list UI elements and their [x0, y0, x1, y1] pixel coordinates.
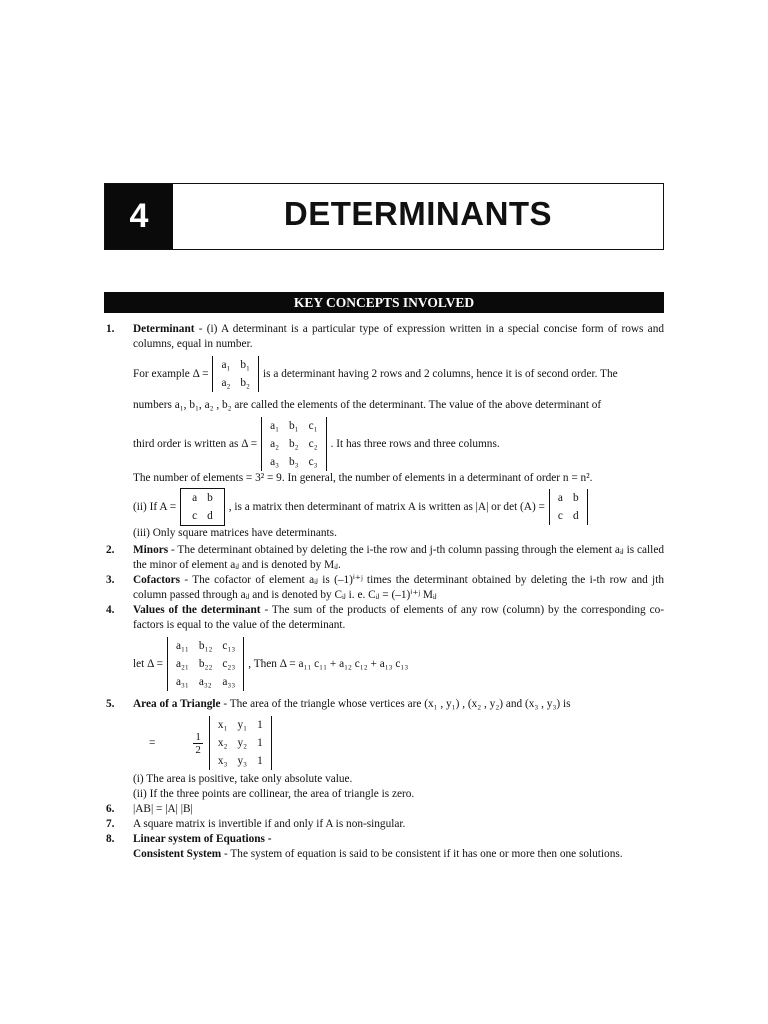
- matrix-cell: a: [192, 492, 198, 504]
- square-note: [104, 526, 664, 541]
- matrix-mid: , is a matrix then determinant of matrix A is written as |A| or det (A) =: [228, 500, 545, 513]
- area-note-ii: [104, 787, 664, 802]
- consistent-system: [104, 847, 664, 862]
- matrix-cell: a₂₁: [175, 658, 189, 670]
- matrix-row: [553, 507, 584, 525]
- matrix-cell: a: [557, 492, 563, 504]
- matrix-cell: b₂: [240, 377, 250, 389]
- matrix-cell: x₁: [217, 719, 228, 731]
- example-suffix: is a determinant having 2 rows and 2 columns, hence it is of second order. The: [263, 367, 618, 380]
- matrix-cell: b₁: [289, 420, 299, 432]
- item-number: 7.: [106, 818, 115, 830]
- matrix-row: [213, 734, 268, 752]
- matrix-cells: [216, 356, 255, 392]
- matrix-row: [216, 374, 255, 392]
- matrix-cell: b₃: [289, 456, 299, 468]
- item-title: Area of a Triangle: [133, 698, 221, 710]
- item-title: Linear system of Equations -: [133, 833, 272, 845]
- section-title: KEY CONCEPTS INVOLVED: [104, 292, 664, 313]
- area-note-i: [104, 772, 664, 787]
- matrix-cell: c₁: [308, 420, 318, 432]
- area-note-i-text: (i) The area is positive, take only absolute value.: [133, 773, 353, 785]
- half-fraction: [193, 731, 203, 756]
- let-suffix: , Then Δ = a₁₁ c₁₁ + a₁₂ c₁₂ + a₁₃ c₁₃: [248, 657, 409, 670]
- example-prefix: For example Δ =: [133, 367, 209, 380]
- item-text: - (i) A determinant is a particular type of expression written in a special concise form of rows and columns, equal in number.: [133, 323, 664, 350]
- matrix-row: [265, 453, 323, 471]
- matrix-cell: 1: [257, 755, 263, 767]
- item-number: 4.: [106, 604, 115, 616]
- matrix-row: [171, 655, 240, 673]
- matrix-cell: 1: [257, 719, 263, 731]
- count-line: [104, 471, 664, 486]
- item-title: Values of the determinant: [133, 604, 261, 616]
- content: [104, 322, 664, 862]
- matrix-cell: b₂₂: [198, 658, 213, 670]
- matrix-row: [171, 673, 240, 691]
- item-product-rule: [104, 802, 664, 817]
- matrix-cell: b₁: [240, 359, 250, 371]
- item-area: [104, 697, 664, 712]
- matrix-cell: c₃: [308, 456, 318, 468]
- matrix-cell: b₂: [289, 438, 299, 450]
- matrix-cell: a₂: [221, 377, 231, 389]
- matrix-cell: c₂₃: [222, 658, 236, 670]
- item-text: |AB| = |A| |B|: [133, 803, 193, 815]
- chapter-title: DETERMINANTS: [283, 194, 553, 232]
- item-number: 2.: [106, 544, 115, 556]
- matrix-row: [265, 417, 323, 435]
- item-title: Minors: [133, 544, 169, 556]
- item-title: Cofactors: [133, 574, 181, 586]
- matrix-row: [171, 637, 240, 655]
- item-linear-system: [104, 832, 664, 847]
- count-text: The number of elements = 3² = 9. In general, the number of elements in a determinant of order n = n².: [133, 472, 593, 484]
- third-order-line: [104, 417, 664, 471]
- determinant-let: [167, 637, 244, 691]
- determinant-a: [549, 489, 588, 525]
- matrix-cell: a₁: [221, 359, 231, 371]
- matrix-cell: y₁: [237, 719, 248, 731]
- third-prefix: third order is written as Δ =: [133, 437, 258, 450]
- item-minors: [104, 543, 664, 573]
- item-values: [104, 603, 664, 633]
- matrix-cell: a₁: [270, 420, 280, 432]
- item-number: 3.: [106, 574, 115, 586]
- matrix-cell: c₂: [308, 438, 318, 450]
- sub-title: Consistent System: [133, 848, 222, 860]
- matrix-cell: y₃: [237, 755, 248, 767]
- matrix-cell: c: [192, 510, 198, 522]
- matrix-cells: [553, 489, 584, 525]
- matrix-det-line: [104, 488, 664, 526]
- matrix-cell: x₃: [217, 755, 228, 767]
- matrix-cell: d: [572, 510, 579, 522]
- matrix-cell: b: [207, 492, 213, 504]
- matrix-cells: [171, 637, 240, 691]
- elements-text: numbers a₁, b₁, a₂ , b₂ are called the elements of the determinant. The value of the above determinant of: [133, 399, 602, 411]
- square-note-text: (iii) Only square matrices have determinants.: [133, 527, 337, 539]
- determinant-3x3: [261, 417, 327, 471]
- item-text: A square matrix is invertible if and only if A is non-singular.: [133, 818, 406, 830]
- matrix-row: [187, 489, 218, 507]
- matrix-cell: b: [572, 492, 579, 504]
- matrix-cell: a₃: [270, 456, 280, 468]
- matrix-prefix: (ii) If A =: [133, 500, 177, 513]
- chapter-number: 4: [105, 184, 173, 249]
- item-text: - The cofactor of element aᵢⱼ is (–1)ⁱ⁺ʲ times the determinant obtained by deleting the i-th row and jth column passed through aᵢⱼ and is denoted by Cᵢⱼ i. e. Cᵢⱼ = (–1)ⁱ⁺ʲ Mᵢⱼ: [133, 574, 664, 601]
- matrix-row: [216, 356, 255, 374]
- matrix-cell: a₃₁: [175, 676, 189, 688]
- item-invertible: [104, 817, 664, 832]
- let-prefix: let Δ =: [133, 657, 163, 670]
- sub-text: - The system of equation is said to be consistent if it has one or more then one solutions.: [221, 848, 623, 860]
- determinant-triangle: [209, 716, 272, 770]
- chapter-header: [104, 183, 664, 250]
- matrix-cell: b₁₂: [198, 640, 213, 652]
- item-title: Determinant: [133, 323, 195, 335]
- item-number: 5.: [106, 698, 115, 710]
- third-suffix: . It has three rows and three columns.: [330, 437, 500, 450]
- matrix-cell: x₂: [217, 737, 228, 749]
- matrix-row: [553, 489, 584, 507]
- item-text: - The area of the triangle whose vertices are (x₁ , y₁) , (x₂ , y₂) and (x₃ , y₃) is: [220, 698, 571, 710]
- item-number: 6.: [106, 803, 115, 815]
- area-note-ii-text: (ii) If the three points are collinear, the area of triangle is zero.: [133, 788, 415, 800]
- matrix-a: [180, 488, 225, 526]
- matrix-cells: [187, 489, 218, 525]
- determinant-2x2: [212, 356, 259, 392]
- matrix-cell: a₃₃: [222, 676, 236, 688]
- matrix-cell: 1: [257, 737, 263, 749]
- matrix-cell: d: [207, 510, 213, 522]
- matrix-cell: a₂: [270, 438, 280, 450]
- matrix-cells: [213, 716, 268, 770]
- equals-sign: =: [149, 736, 156, 749]
- matrix-row: [187, 507, 218, 525]
- elements-line: [104, 398, 664, 413]
- item-text: - The sum of the products of elements of any row (column) by the corresponding co-factors is equal to the value of the determinant.: [133, 604, 664, 631]
- item-number: 1.: [106, 323, 115, 335]
- matrix-cell: c: [557, 510, 563, 522]
- example-2x2-line: [104, 356, 664, 392]
- matrix-row: [213, 716, 268, 734]
- matrix-row: [213, 752, 268, 770]
- let-line: [104, 637, 664, 691]
- matrix-cell: c₁₃: [222, 640, 236, 652]
- item-cofactors: [104, 573, 664, 603]
- fraction-denominator: 2: [195, 743, 201, 756]
- area-formula: [104, 716, 664, 770]
- item-number: 8.: [106, 833, 115, 845]
- matrix-cell: a₃₂: [198, 676, 212, 688]
- fraction-numerator: 1: [195, 730, 201, 743]
- matrix-cells: [265, 417, 323, 471]
- matrix-cell: a₁₁: [175, 640, 189, 652]
- matrix-row: [265, 435, 323, 453]
- item-determinant: [104, 322, 664, 352]
- item-text: - The determinant obtained by deleting the i-the row and j-th column passing through the element aᵢⱼ is called the minor of element aᵢⱼ and is denoted by Mᵢⱼ.: [133, 544, 664, 571]
- matrix-cell: y₂: [237, 737, 248, 749]
